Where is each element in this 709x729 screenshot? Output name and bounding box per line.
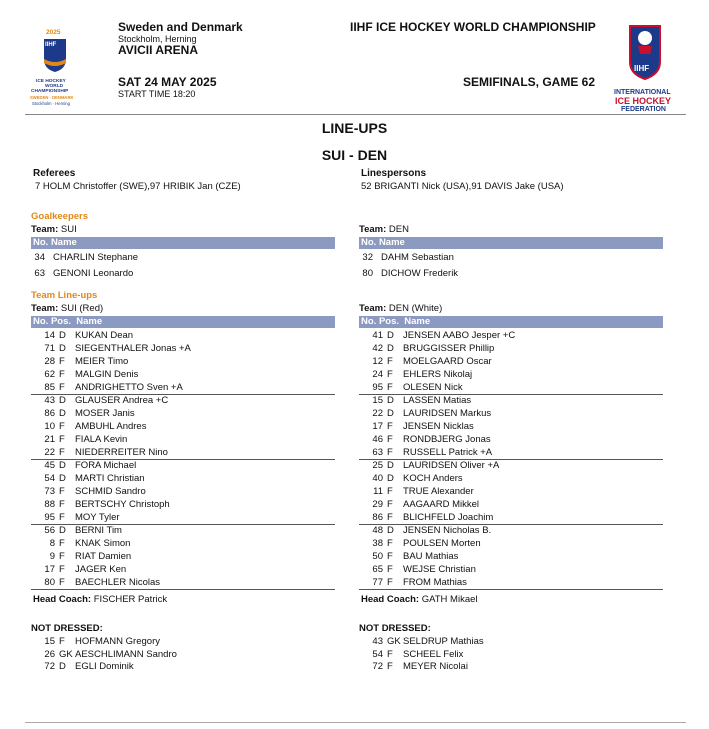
player-number: 62: [44, 369, 55, 380]
not-dressed-row: [359, 661, 659, 673]
player-position: F: [387, 369, 393, 380]
player-row: [359, 369, 659, 381]
player-name: BERNI Tim: [75, 525, 122, 536]
coach-label: Head Coach:: [33, 594, 92, 605]
player-position: F: [387, 661, 393, 672]
header-divider: [25, 114, 686, 115]
player-number: 14: [44, 330, 55, 341]
player-name: GENONI Leonardo: [53, 268, 134, 279]
player-position: D: [59, 408, 66, 419]
logo-line2: WORLD: [45, 84, 64, 89]
col-header: No. Pos. Name: [361, 316, 431, 327]
player-number: 15: [44, 636, 55, 647]
player-position: GK: [387, 636, 401, 647]
player-name: LAURIDSEN Oliver +A: [403, 460, 500, 471]
player-row: [359, 564, 659, 576]
host-cities: Stockholm, Herning: [118, 34, 197, 44]
line-separator: [31, 589, 335, 590]
player-position: F: [59, 421, 65, 432]
not-dressed-row: [31, 636, 331, 648]
player-number: 54: [372, 648, 383, 660]
player-row: [31, 408, 331, 420]
player-number: 28: [44, 356, 55, 367]
team-value: SUI (Red): [60, 303, 104, 314]
logo-year: 2025: [46, 29, 61, 36]
player-number: 88: [44, 499, 55, 510]
logo-line5: Stockholm · Herning: [32, 101, 70, 106]
game-date: SAT 24 MAY 2025: [118, 75, 217, 89]
team-label: Team:: [31, 303, 59, 314]
player-name: KOCH Anders: [403, 473, 463, 484]
team-label: Team:: [31, 224, 59, 235]
player-row: [31, 356, 331, 368]
referees-label: Referees: [33, 168, 76, 179]
player-row: [359, 486, 659, 498]
player-number: 77: [372, 577, 383, 588]
player-name: RUSSELL Patrick +A: [403, 447, 493, 458]
player-row: [31, 369, 331, 381]
player-position: F: [59, 434, 65, 445]
arena-name: AVICII ARENA: [118, 43, 199, 57]
logo-brand: IIHF: [45, 42, 57, 48]
championship-title: IIHF ICE HOCKEY WORLD CHAMPIONSHIP: [350, 20, 596, 34]
lu-right-header: [359, 316, 663, 328]
right-logo-line1: INTERNATIONAL: [614, 89, 671, 96]
player-row: [359, 434, 659, 446]
col-header: No. Name: [33, 237, 77, 248]
team-value: DEN: [388, 224, 409, 235]
player-number: 50: [372, 551, 383, 562]
player-row: [359, 408, 659, 420]
player-row: [359, 538, 659, 550]
player-name: SCHMID Sandro: [75, 486, 146, 497]
right-coach: [361, 594, 478, 605]
player-row: [31, 460, 331, 472]
player-position: F: [387, 382, 393, 393]
player-position: D: [59, 395, 66, 406]
player-row: [31, 434, 331, 446]
player-number: 26: [44, 648, 55, 660]
player-name: LAURIDSEN Markus: [403, 408, 492, 419]
not-dressed-row: [359, 649, 659, 661]
player-number: 85: [44, 382, 55, 393]
player-position: F: [387, 551, 393, 562]
player-position: F: [59, 551, 65, 562]
player-number: 21: [44, 434, 55, 445]
player-number: 9: [49, 551, 55, 562]
player-row: [359, 473, 659, 485]
logo-line1: ICE HOCKEY: [36, 79, 66, 84]
player-name: SELDRUP Mathias: [403, 636, 484, 647]
player-name: MARTI Christian: [75, 473, 145, 484]
player-position: F: [387, 538, 393, 549]
player-position: F: [387, 486, 393, 497]
player-name: POULSEN Morten: [403, 538, 481, 549]
player-row: [31, 538, 331, 550]
linespersons-value: 52 BRIGANTI Nick (USA),91 DAVIS Jake (USA): [361, 181, 564, 192]
player-position: F: [387, 421, 393, 432]
player-number: 22: [44, 447, 55, 458]
player-number: 48: [372, 525, 383, 536]
player-row: [31, 577, 331, 589]
player-number: 71: [44, 343, 55, 354]
player-number: 72: [44, 661, 55, 672]
player-name: ANDRIGHETTO Sven +A: [75, 382, 183, 393]
player-position: F: [59, 382, 65, 393]
player-position: F: [387, 499, 393, 510]
coach-label: Head Coach:: [361, 594, 420, 605]
not-dressed-right-label: NOT DRESSED:: [359, 623, 431, 634]
player-row: [31, 343, 331, 355]
player-row: [359, 421, 659, 433]
gk-left-team: [31, 224, 77, 235]
player-number: 8: [49, 538, 55, 549]
player-position: D: [59, 661, 66, 672]
player-name: HOFMANN Gregory: [75, 636, 160, 647]
player-position: D: [59, 343, 66, 354]
player-name: MEYER Nicolai: [403, 661, 468, 672]
coach-name: GATH Mikael: [421, 594, 478, 605]
player-row: [359, 499, 659, 511]
player-name: WEJSE Christian: [403, 564, 476, 575]
gk-left-header: [31, 237, 335, 249]
player-number: 25: [372, 460, 383, 471]
player-position: D: [59, 525, 66, 536]
player-name: BAECHLER Nicolas: [75, 577, 160, 588]
right-logo: [612, 24, 678, 114]
player-number: 17: [44, 564, 55, 575]
player-name: DICHOW Frederik: [381, 268, 459, 279]
player-number: 80: [362, 268, 373, 279]
player-name: AESCHLIMANN Sandro: [75, 648, 177, 660]
goalkeeper-row: [31, 268, 331, 280]
player-name: JENSEN Nicholas B.: [403, 525, 492, 536]
player-row: [359, 460, 659, 472]
referees-value: 7 HOLM Christoffer (SWE),97 HRIBIK Jan (CZE): [35, 181, 241, 192]
right-logo-line2: ICE HOCKEY: [615, 96, 672, 106]
player-position: D: [387, 408, 394, 419]
player-number: 15: [372, 395, 383, 406]
player-number: 56: [44, 525, 55, 536]
game-label: SEMIFINALS, GAME 62: [463, 75, 596, 89]
player-number: 24: [372, 369, 383, 380]
player-number: 38: [372, 538, 383, 549]
player-row: [359, 512, 659, 524]
player-number: 80: [44, 577, 55, 588]
player-position: F: [59, 356, 65, 367]
player-row: [359, 551, 659, 563]
goalkeeper-row: [359, 268, 659, 280]
player-row: [359, 330, 659, 342]
coach-name: FISCHER Patrick: [93, 594, 168, 605]
player-position: F: [387, 434, 393, 445]
line-separator: [359, 589, 663, 590]
goalkeepers-heading: Goalkeepers: [31, 211, 89, 222]
player-name: AAGAARD Mikkel: [403, 499, 480, 510]
not-dressed-row: [359, 636, 659, 648]
not-dressed-left-label: NOT DRESSED:: [31, 623, 103, 634]
player-row: [31, 382, 331, 394]
player-number: 22: [372, 408, 383, 419]
player-position: F: [387, 564, 393, 575]
col-header: No. Pos. Name: [33, 316, 103, 327]
not-dressed-row: [31, 649, 331, 661]
player-name: DAHM Sebastian: [381, 252, 454, 263]
player-position: D: [387, 343, 394, 354]
team-value: SUI: [60, 224, 77, 235]
player-row: [359, 356, 659, 368]
footer-divider: [25, 722, 686, 723]
player-row: [359, 382, 659, 394]
team-value: DEN (White): [388, 303, 443, 314]
player-number: 46: [372, 434, 383, 445]
player-position: D: [59, 460, 66, 471]
player-name: MOELGAARD Oscar: [403, 356, 492, 367]
player-row: [31, 447, 331, 459]
player-name: BAU Mathias: [403, 551, 459, 562]
player-name: GLAUSER Andrea +C: [75, 395, 169, 406]
player-position: D: [59, 330, 66, 341]
player-number: 54: [44, 473, 55, 484]
right-logo-brand: IIHF: [634, 64, 650, 73]
player-name: JAGER Ken: [75, 564, 127, 575]
lu-left-header: [31, 316, 335, 328]
player-row: [31, 525, 331, 537]
player-number: 72: [372, 661, 383, 672]
player-row: [359, 577, 659, 589]
player-position: F: [59, 369, 65, 380]
player-number: 34: [34, 252, 45, 263]
player-position: F: [59, 486, 65, 497]
player-position: F: [59, 447, 65, 458]
player-name: MOSER Janis: [75, 408, 135, 419]
player-number: 86: [372, 512, 383, 523]
player-position: D: [387, 330, 394, 341]
goalkeeper-row: [359, 252, 659, 264]
player-position: D: [387, 473, 394, 484]
player-position: D: [387, 395, 394, 406]
player-position: F: [59, 577, 65, 588]
player-name: MOY Tyler: [75, 512, 120, 523]
player-name: BERTSCHY Christoph: [75, 499, 170, 510]
player-row: [359, 343, 659, 355]
player-name: KUKAN Dean: [75, 330, 134, 341]
player-name: OLESEN Nick: [403, 382, 463, 393]
player-name: MALGIN Denis: [75, 369, 139, 380]
player-row: [31, 395, 331, 407]
player-position: D: [59, 473, 66, 484]
player-number: 42: [372, 343, 383, 354]
player-name: EHLERS Nikolaj: [403, 369, 473, 380]
player-number: 73: [44, 486, 55, 497]
player-number: 43: [372, 636, 383, 647]
player-name: FORA Michael: [75, 460, 137, 471]
gk-right-header: [359, 237, 663, 249]
player-row: [31, 486, 331, 498]
left-logo: [28, 28, 84, 112]
player-number: 10: [44, 421, 55, 432]
player-row: [31, 421, 331, 433]
left-coach: [33, 594, 167, 605]
player-name: FROM Mathias: [403, 577, 467, 588]
player-name: BLICHFELD Joachim: [403, 512, 494, 523]
player-number: 41: [372, 330, 383, 341]
player-number: 95: [44, 512, 55, 523]
linespersons-label: Linespersons: [361, 168, 427, 179]
player-position: F: [387, 577, 393, 588]
player-position: F: [59, 636, 65, 647]
player-position: F: [387, 356, 393, 367]
player-row: [31, 512, 331, 524]
gk-right-team: [359, 224, 409, 235]
lineups-heading: Team Line-ups: [31, 290, 98, 301]
player-number: 29: [372, 499, 383, 510]
player-number: 95: [372, 382, 383, 393]
player-number: 12: [372, 356, 383, 367]
player-name: KNAK Simon: [75, 538, 131, 549]
player-name: FIALA Kevin: [75, 434, 128, 445]
player-number: 63: [34, 268, 45, 279]
player-name: JENSEN AABO Jesper +C: [403, 330, 516, 341]
player-position: F: [59, 512, 65, 523]
player-position: F: [59, 564, 65, 575]
player-name: AMBUHL Andres: [75, 421, 147, 432]
col-header: No. Name: [361, 237, 405, 248]
player-number: 63: [372, 447, 383, 458]
player-name: BRUGGISSER Phillip: [403, 343, 495, 354]
player-row: [31, 473, 331, 485]
player-number: 17: [372, 421, 383, 432]
host-countries: Sweden and Denmark: [118, 20, 243, 34]
start-time: START TIME 18:20: [118, 89, 196, 99]
player-name: RIAT Damien: [75, 551, 132, 562]
player-row: [31, 499, 331, 511]
player-name: RONDBJERG Jonas: [403, 434, 491, 445]
player-position: D: [387, 525, 394, 536]
lu-right-team: [359, 303, 442, 314]
goalkeeper-row: [31, 252, 331, 264]
team-label: Team:: [359, 224, 387, 235]
player-name: NIEDERREITER Nino: [75, 447, 168, 458]
player-name: CHARLIN Stephane: [53, 252, 139, 263]
player-name: LASSEN Matias: [403, 395, 472, 406]
player-row: [359, 447, 659, 459]
player-name: MEIER Timo: [75, 356, 129, 367]
player-position: F: [387, 512, 393, 523]
logo-line3: CHAMPIONSHIP: [31, 89, 69, 94]
player-position: D: [387, 460, 394, 471]
player-number: 45: [44, 460, 55, 471]
player-row: [31, 551, 331, 563]
player-number: 11: [373, 486, 383, 497]
player-position: F: [387, 447, 393, 458]
player-position: GK: [59, 648, 73, 660]
player-row: [359, 525, 659, 537]
right-logo-line3: FEDERATION: [621, 106, 666, 113]
player-row: [31, 564, 331, 576]
player-position: F: [59, 538, 65, 549]
player-number: 43: [44, 395, 55, 406]
team-label: Team:: [359, 303, 387, 314]
player-name: JENSEN Nicklas: [403, 421, 474, 432]
player-row: [31, 330, 331, 342]
player-number: 32: [362, 252, 373, 263]
matchup: SUI - DEN: [321, 147, 388, 163]
player-name: SIEGENTHALER Jonas +A: [75, 343, 191, 354]
page-title: LINE-UPS: [321, 120, 388, 136]
player-position: F: [59, 499, 65, 510]
player-number: 65: [372, 564, 383, 575]
player-name: TRUE Alexander: [403, 486, 474, 497]
player-name: EGLI Dominik: [75, 661, 134, 672]
player-number: 86: [44, 408, 55, 419]
logo-line4: SWEDEN · DENMARK: [30, 95, 74, 100]
not-dressed-row: [31, 661, 331, 673]
player-row: [359, 395, 659, 407]
player-position: F: [387, 648, 393, 660]
player-number: 40: [372, 473, 383, 484]
lu-left-team: [31, 303, 103, 314]
player-name: SCHEEL Felix: [403, 648, 464, 660]
